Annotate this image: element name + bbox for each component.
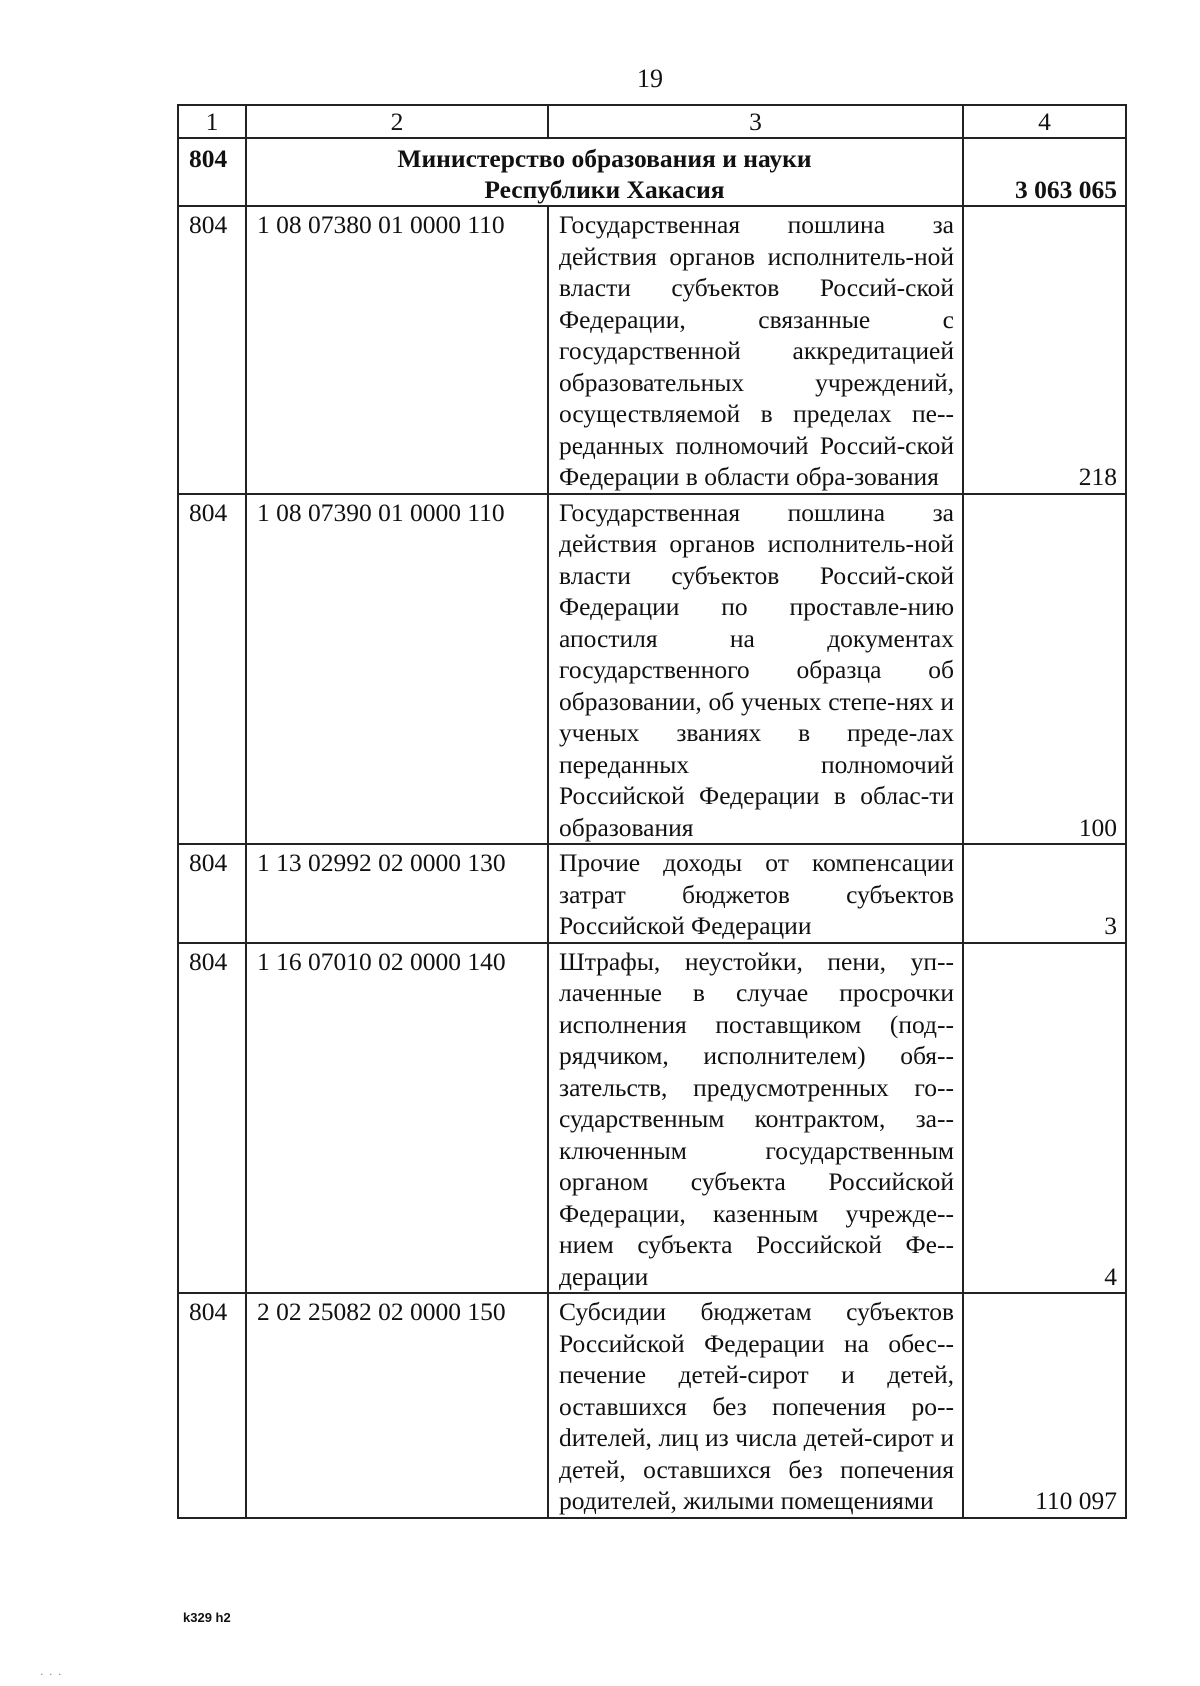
revenue-table	[177, 104, 1127, 1519]
admin-code-cell: 804	[178, 494, 246, 845]
table-row	[178, 206, 1126, 494]
table-row	[178, 844, 1126, 943]
amount-cell: 110 097	[963, 1293, 1126, 1518]
kbk-code-cell: 1 08 07380 01 0000 110	[246, 206, 548, 494]
table-row	[178, 1293, 1126, 1518]
page-number: 19	[637, 64, 663, 93]
header-row	[178, 105, 1126, 138]
table-row	[178, 943, 1126, 1294]
ministry-row	[178, 138, 1126, 206]
kbk-code-cell: 2 02 25082 02 0000 150	[246, 1293, 548, 1518]
description-cell: Государственная пошлина за действия органов исполнитель-ной власти субъектов Россий-ской Федерации по проставле-нию апостиля на документах государственного образца об образовании, об ученых степе-нях и ученых званиях в преде-лах переданных полномочий Российской Федерации в облас-ти образования	[548, 494, 963, 845]
admin-code-cell: 804	[178, 844, 246, 943]
description-cell: Субсидии бюджетам субъектов Российской Федерации на обес-печение детей-сирот и детей, оставшихся без попечения ро-dителей, лиц из числа детей-сирот и детей, оставшихся без попечения родителей, жилыми помещениями	[548, 1293, 963, 1518]
footer-code: k329 h2	[183, 1610, 231, 1625]
ministry-code: 804	[178, 138, 246, 206]
header-cell: 4	[963, 105, 1126, 138]
amount-cell: 4	[963, 943, 1126, 1294]
amount-cell: 218	[963, 206, 1126, 494]
amount-cell: 100	[963, 494, 1126, 845]
ministry-total: 3 063 065	[963, 138, 1126, 206]
ministry-name-line1: Министерство образования и науки	[397, 144, 812, 173]
amount-cell: 3	[963, 844, 1126, 943]
header-cell: 2	[246, 105, 548, 138]
header-cell: 3	[548, 105, 963, 138]
description-cell: Прочие доходы от компенсации затрат бюджетов субъектов Российской Федерации	[548, 844, 963, 943]
admin-code-cell: 804	[178, 206, 246, 494]
ministry-name	[246, 138, 963, 206]
header-cell: 1	[178, 105, 246, 138]
kbk-code-cell: 1 16 07010 02 0000 140	[246, 943, 548, 1294]
table-row	[178, 494, 1126, 845]
admin-code-cell: 804	[178, 1293, 246, 1518]
description-cell: Штрафы, неустойки, пени, уп-лаченные в случае просрочки исполнения поставщиком (под-рядчиком, исполнителем) обя-зательств, предусмотренных го-сударственным контрактом, за-ключенным государственным органом субъекта Российской Федерации, казенным учрежде-нием субъекта Российской Фе-дерации	[548, 943, 963, 1294]
admin-code-cell: 804	[178, 943, 246, 1294]
ministry-name-line2: Республики Хакасия	[484, 175, 725, 204]
kbk-code-cell: 1 13 02992 02 0000 130	[246, 844, 548, 943]
kbk-code-cell: 1 08 07390 01 0000 110	[246, 494, 548, 845]
scan-marks: · · ·	[40, 1668, 63, 1681]
description-cell: Государственная пошлина за действия органов исполнитель-ной власти субъектов Россий-ской Федерации, связанные с государственной аккредитацией образовательных учреждений, осуществляемой в пределах пе-реданных полномочий Россий-ской Федерации в области обра-зования	[548, 206, 963, 494]
